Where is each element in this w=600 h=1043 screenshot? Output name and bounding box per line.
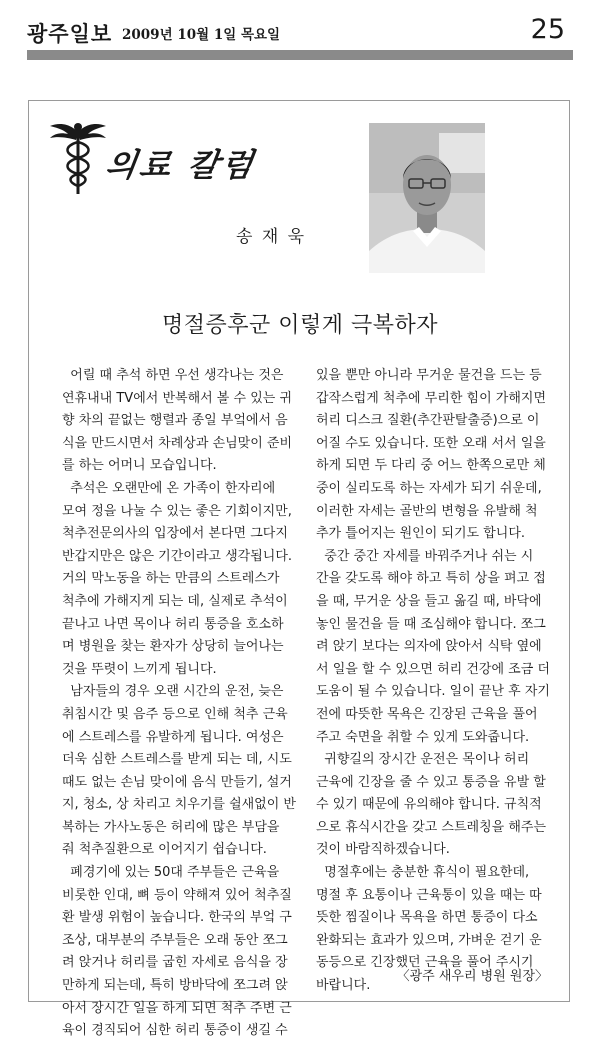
text-line: 어질 수도 있습니다. 또한 오래 서서 일을 [316,435,546,451]
text-line: 주고 숙면을 취할 수 있게 도와줍니다. [316,729,530,745]
text-line: 어릴 때 추석 하면 우선 생각나는 것은 [62,368,284,383]
text-line: 추석은 오랜만에 온 가족이 한자리에 [62,480,276,496]
text-line: 으로 휴식시간을 갖고 스트레칭을 해주는 [316,819,547,835]
text-line: 허리 디스크 질환(추간판탈출증)으로 이 [316,413,540,429]
text-line: 거의 막노동을 하는 만큼의 스트레스가 [62,571,280,587]
author-name: 송 재 욱 [236,227,307,247]
text-line: 모여 정을 나눌 수 있는 좋은 기회이지만, [62,503,292,519]
text-line: 만하게 되는데, 특히 방바닥에 쪼그려 앉 [62,978,288,994]
text-line: 식을 만드시면서 차례상과 손님맞이 준비 [62,435,293,451]
text-line: 있을 뿐만 아니라 무거운 물건을 드는 등 [316,368,542,383]
text-line: 아서 장시간 일을 하게 되면 척추 주변 근 [62,1000,292,1016]
header-rule [27,50,573,60]
text-line: 복하는 가사노동은 허리에 많은 부담을 [62,819,280,835]
text-line: 며 병원을 찾는 환자가 상당히 늘어나는 [62,639,284,655]
text-line: 명절 후 요통이나 근육통이 있을 때는 따 [316,887,542,903]
column-title: 의료 칼럼 [103,146,259,184]
article-headline: 명절증후군 이렇게 극복하자 [161,313,438,338]
text-line: 서 일을 할 수 있으면 허리 건강에 조금 더 [316,661,550,677]
text-line: 수 있기 때문에 유의해야 합니다. 규칙적 [316,797,542,813]
page-number: 25 [530,14,565,45]
text-line: 중간 중간 자세를 바꿔주거나 쉬는 시 [316,548,534,564]
text-line: 하게 되면 두 다리 중 어느 한쪽으로만 체 [316,458,546,474]
article-column-left [62,365,294,1043]
author-affiliation: 〈광주 새우리 병원 원장〉 [396,969,548,984]
text-line: 이러한 자세는 골반의 변형을 유발해 척 [316,503,538,519]
text-line: 귀향길의 장시간 운전은 목이나 허리 [316,752,530,768]
text-line: 것이 바람직하겠습니다. [316,842,450,858]
caduceus-icon [48,118,108,198]
text-line: 반갑지만은 않은 기간이라고 생각됩니다. [62,548,293,564]
text-line: 뜻한 찜질이나 목욕을 하면 통증이 다소 [316,910,538,926]
text-line: 려 앉거나 허리를 굽힌 자세로 음식을 장 [62,955,288,971]
text-line: 폐경기에 있는 50대 주부들은 근육을 [62,865,280,881]
text-line: 환 발생 위험이 높습니다. 한국의 부엌 구 [62,910,292,926]
author-photo [369,123,485,273]
text-line: 명절후에는 충분한 휴식이 필요한데, [316,865,530,881]
text-line: 갑작스럽게 척추에 무리한 힘이 가해지면 [316,390,547,406]
text-line: 연휴내내 TV에서 반복해서 볼 수 있는 귀 [62,390,292,406]
text-line: 놓인 물건을 들 때 조심해야 합니다. 쪼그 [316,616,546,632]
text-line: 육이 경직되어 심한 허리 통증이 생길 수 [62,1023,288,1039]
text-line: 근육에 긴장을 줄 수 있고 통증을 유발 할 [316,774,546,790]
text-line: 취침시간 및 음주 등으로 인해 척추 근육 [62,706,288,722]
text-line: 추가 틀어지는 원인이 되기도 합니다. [316,526,526,542]
text-line: 더욱 심한 스트레스를 받게 되는 데, 시도 [62,752,292,768]
text-line: 것을 뚜렷이 느끼게 됩니다. [62,661,217,677]
text-line: 에 스트레스를 유발하게 됩니다. 여성은 [62,729,284,745]
text-line: 줘 척추질환으로 이어지기 쉽습니다. [62,842,267,858]
text-line: 조상, 대부분의 주부들은 오래 동안 쪼그 [62,932,288,948]
masthead [27,14,573,48]
publication-date: 2009년 10월 1일 목요일 [122,27,281,43]
article-column-right [316,365,548,998]
text-line: 척추전문의사의 입장에서 본다면 그다지 [62,526,288,542]
text-line: 지, 청소, 상 차리고 치우기를 쉴새없이 반 [62,797,296,813]
text-line: 간을 갖도록 해야 하고 특히 상을 펴고 접 [316,571,546,587]
paper-name: 광주일보 [27,22,113,46]
text-line: 끝나고 나면 목이나 허리 통증을 호소하 [62,616,284,632]
text-line: 을 때, 무거운 상을 들고 옮길 때, 바닥에 [316,593,542,609]
text-line: 를 하는 어머니 모습입니다. [62,458,217,474]
text-line: 척추에 가해지게 되는 데, 실제로 추석이 [62,593,288,609]
text-line: 중이 실리도록 하는 자세가 되기 쉬운데, [316,480,542,496]
text-line: 비롯한 인대, 뼈 등이 약해져 있어 척추질 [62,887,292,903]
text-line: 바랍니다. [316,978,371,994]
text-line: 전에 따뜻한 목욕은 긴장된 근육을 풀어 [316,706,538,722]
text-line: 남자들의 경우 오랜 시간의 운전, 늦은 [62,684,284,700]
text-line: 향 차의 끝없는 행렬과 종일 부엌에서 음 [62,413,288,429]
text-line: 려 앉기 보다는 의자에 앉아서 식탁 옆에 [316,639,542,655]
text-line: 때도 없는 손님 맞이에 음식 만들기, 설거 [62,774,292,790]
text-line: 완화되는 효과가 있으며, 가벼운 걷기 운 [316,932,542,948]
text-line: 도움이 될 수 있습니다. 일이 끝난 후 자기 [316,684,550,700]
text-line: 동등으로 긴장했던 근육을 풀어 주시기 [316,955,534,971]
